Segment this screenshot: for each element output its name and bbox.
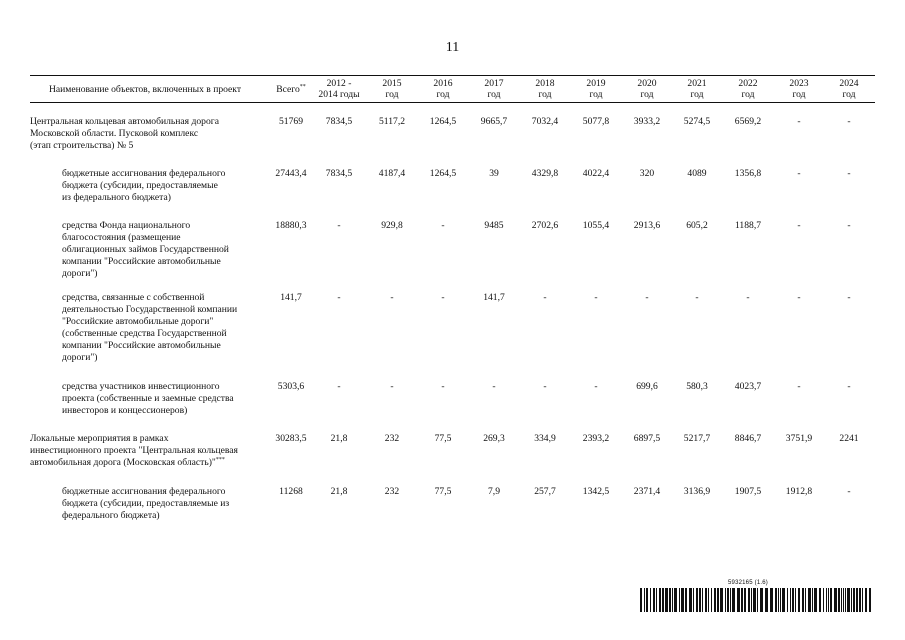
barcode-bar: [653, 588, 655, 612]
row-period-value: 5117,2: [378, 116, 406, 127]
row-label-line: бюджета (субсидии, предоставляемые: [62, 180, 218, 191]
column-header-period-line: 2016: [433, 78, 453, 89]
row-period-value: 7834,5: [325, 116, 353, 127]
row-period-value: 141,7: [483, 292, 505, 303]
row-label-line: инвестиционного проекта "Центральная кольцевая: [30, 445, 238, 456]
column-header-period-line: 2020: [637, 78, 657, 89]
column-header-period-line: год: [640, 89, 654, 100]
row-label: [30, 433, 238, 469]
row-label-line: (собственные средства Государственной: [62, 328, 227, 339]
row-period-value: -: [847, 168, 851, 179]
row-period-value: -: [492, 381, 496, 392]
barcode-bar: [847, 588, 850, 612]
barcode-bar: [790, 588, 791, 612]
row-label-line: компании "Российские автомобильные: [62, 340, 221, 351]
barcode: [640, 588, 875, 612]
barcode-bar: [812, 588, 813, 612]
row-label-line: автомобильная дорога (Московская область)"***: [30, 456, 225, 468]
barcode-bar: [782, 588, 785, 612]
barcode-bar: [665, 588, 668, 612]
row-label-line: средства, связанные с собственной: [62, 292, 205, 303]
barcode-bar: [787, 588, 788, 612]
barcode-bar: [650, 588, 651, 612]
barcode-bar: [640, 588, 642, 612]
row-period-value: 605,2: [686, 220, 708, 231]
barcode-bar: [792, 588, 794, 612]
barcode-bar: [865, 588, 867, 612]
column-header-period-line: 2017: [484, 78, 504, 89]
barcode-bar: [753, 588, 756, 612]
sub-row-label: [62, 381, 234, 417]
column-header-period-line: год: [741, 89, 755, 100]
barcode-bar: [778, 588, 779, 612]
barcode-bar: [838, 588, 840, 612]
row-label-line: дороги"): [62, 268, 98, 279]
row-period-value: 1342,5: [582, 486, 610, 497]
row-label-line: (этап строительства) № 5: [30, 140, 134, 151]
barcode-bar: [828, 588, 829, 612]
barcode-bar: [727, 588, 729, 612]
barcode-bar: [696, 588, 698, 612]
row-total-value: 18880,3: [275, 220, 307, 231]
barcode-bar: [711, 588, 712, 612]
row-period-value: 77,5: [434, 433, 452, 444]
barcode-bar: [770, 588, 773, 612]
row-label-line: Центральная кольцевая автомобильная дорога: [30, 116, 219, 127]
row-total-value: 141,7: [280, 292, 302, 303]
row-label-line: проекта (собственные и заемные средства: [62, 393, 234, 404]
sub-row-label: [62, 220, 229, 280]
row-period-value: -: [594, 292, 598, 303]
barcode-bar: [856, 588, 858, 612]
barcode-bar: [834, 588, 837, 612]
row-label-line: Московской области. Пусковой комплекс: [30, 128, 199, 139]
row-label-line: средства Фонда национального: [62, 220, 191, 231]
barcode-bar: [805, 588, 806, 612]
row-period-value: 4022,4: [582, 168, 610, 179]
row-period-value: 1188,7: [734, 220, 762, 231]
barcode-bar: [808, 588, 811, 612]
row-period-value: -: [797, 168, 801, 179]
column-header-period-line: год: [792, 89, 806, 100]
row-period-value: -: [695, 292, 699, 303]
row-period-value: 1264,5: [429, 116, 457, 127]
column-header-name: Наименование объектов, включенных в проект: [48, 84, 242, 95]
row-period-value: 1356,8: [734, 168, 762, 179]
row-period-value: 699,6: [636, 381, 658, 392]
column-header-period-line: 2022: [738, 78, 758, 89]
column-header-period: [824, 78, 874, 100]
barcode-bar: [672, 588, 673, 612]
sub-row-label: [62, 292, 237, 364]
row-period-value: 580,3: [686, 381, 708, 392]
row-period-value: -: [543, 292, 547, 303]
column-header-period-line: год: [589, 89, 603, 100]
row-label-line: средства участников инвестиционного: [62, 381, 220, 392]
row-period-value: 2371,4: [633, 486, 661, 497]
row-period-value: 6569,2: [734, 116, 762, 127]
column-header-period: [672, 78, 722, 100]
barcode-bar: [730, 588, 731, 612]
row-period-value: -: [797, 381, 801, 392]
barcode-bar: [757, 588, 758, 612]
row-period-value: -: [847, 116, 851, 127]
barcode-bar: [689, 588, 692, 612]
barcode-bar: [851, 588, 852, 612]
barcode-bar: [741, 588, 743, 612]
barcode-bar: [732, 588, 735, 612]
row-period-value: -: [390, 292, 394, 303]
column-header-period: [571, 78, 621, 100]
row-period-value: 334,9: [534, 433, 556, 444]
row-period-value: 4089: [687, 168, 707, 179]
barcode-bar: [708, 588, 709, 612]
row-total-value: 11268: [279, 486, 303, 497]
column-header-total-footnote-mark: **: [299, 83, 306, 90]
barcode-bar: [751, 588, 752, 612]
row-period-value: 2393,2: [582, 433, 610, 444]
barcode-bar: [830, 588, 832, 612]
barcode-bar: [748, 588, 750, 612]
barcode-bar: [843, 588, 844, 612]
row-period-value: -: [797, 116, 801, 127]
row-label-line: бюджета (субсидии, предоставляемые из: [62, 498, 230, 509]
row-period-value: -: [645, 292, 649, 303]
column-header-period-line: 2015: [382, 78, 402, 89]
column-header-period-line: год: [690, 89, 704, 100]
barcode-bar: [802, 588, 804, 612]
barcode-bar: [681, 588, 684, 612]
row-total-value: 30283,5: [275, 433, 307, 444]
row-period-value: 3751,9: [785, 433, 813, 444]
row-label-line: компании "Российские автомобильные: [62, 256, 221, 267]
barcode-bar: [669, 588, 671, 612]
barcode-bar: [679, 588, 680, 612]
barcode-bar: [693, 588, 694, 612]
row-period-value: 77,5: [434, 486, 452, 497]
row-period-value: 4023,7: [734, 381, 762, 392]
barcode-bar: [780, 588, 781, 612]
barcode-bar: [819, 588, 821, 612]
barcode-bar: [744, 588, 746, 612]
document-code: 5932165 (1.6): [728, 580, 768, 586]
row-period-value: 7032,4: [531, 116, 559, 127]
row-period-value: 2241: [839, 433, 859, 444]
row-label-line: благосостояния (размещение: [62, 232, 181, 243]
barcode-bar: [853, 588, 855, 612]
row-period-value: 6897,5: [633, 433, 661, 444]
row-period-value: 929,8: [381, 220, 403, 231]
barcode-bar: [760, 588, 763, 612]
row-period-value: 320: [639, 168, 655, 179]
row-period-value: 269,3: [483, 433, 505, 444]
row-period-value: 1912,8: [785, 486, 813, 497]
row-period-value: 8846,7: [734, 433, 762, 444]
row-period-value: 7834,5: [325, 168, 353, 179]
barcode-bar: [737, 588, 740, 612]
column-header-period: [774, 78, 824, 100]
column-header-period: [622, 78, 672, 100]
page-number: 11: [445, 40, 460, 55]
row-period-value: -: [337, 220, 341, 231]
barcode-bar: [798, 588, 800, 612]
barcode-bar: [795, 588, 796, 612]
row-period-value: -: [594, 381, 598, 392]
row-period-value: -: [847, 220, 851, 231]
column-header-period: [418, 78, 468, 100]
row-period-value: 5077,8: [582, 116, 610, 127]
column-header-period-line: год: [487, 89, 501, 100]
column-header-period-line: год: [436, 89, 450, 100]
row-period-value: -: [441, 381, 445, 392]
row-period-value: -: [746, 292, 750, 303]
row-period-value: 2913,6: [633, 220, 661, 231]
row-period-value: -: [441, 220, 445, 231]
row-period-value: 9485: [484, 220, 504, 231]
row-total-value: 27443,4: [275, 168, 307, 179]
column-header-period-line: 2018: [535, 78, 555, 89]
barcode-bar: [699, 588, 701, 612]
column-header-period-line: 2012 -: [326, 78, 352, 89]
row-period-value: 2702,6: [531, 220, 559, 231]
row-total-value: 51769: [279, 116, 303, 127]
row-label-line: деятельностью Государственной компании: [62, 304, 238, 315]
column-header-period-line: 2023: [789, 78, 809, 89]
barcode-bar: [869, 588, 871, 612]
row-period-value: 232: [384, 433, 400, 444]
row-period-value: -: [543, 381, 547, 392]
row-period-value: -: [390, 381, 394, 392]
barcode-bar: [685, 588, 687, 612]
row-label-line: из федерального бюджета): [62, 192, 171, 203]
row-period-value: 232: [384, 486, 400, 497]
barcode-bar: [823, 588, 824, 612]
row-period-value: 4187,4: [378, 168, 406, 179]
sub-row-label: [62, 486, 229, 522]
row-label: [30, 116, 219, 152]
row-period-value: 39: [489, 168, 499, 179]
column-header-period-line: год: [538, 89, 552, 100]
barcode-bar: [644, 588, 645, 612]
row-period-value: -: [337, 381, 341, 392]
row-period-value: 9665,7: [480, 116, 508, 127]
barcode-bar: [725, 588, 726, 612]
row-period-value: 1055,4: [582, 220, 610, 231]
column-header-period-line: 2019: [586, 78, 606, 89]
barcode-bar: [862, 588, 863, 612]
column-header-period-line: 2024: [839, 78, 859, 89]
row-period-value: -: [337, 292, 341, 303]
row-period-value: 4329,8: [531, 168, 559, 179]
column-header-total: [266, 84, 316, 95]
row-period-value: -: [797, 292, 801, 303]
row-period-value: -: [847, 292, 851, 303]
barcode-bar: [702, 588, 703, 612]
barcode-bar: [814, 588, 817, 612]
row-period-value: 1264,5: [429, 168, 457, 179]
row-label-line: бюджетные ассигнования федерального: [62, 168, 226, 179]
barcode-bar: [859, 588, 861, 612]
column-header-period-line: 2021: [687, 78, 707, 89]
row-label-line: "Российские автомобильные дороги": [62, 316, 214, 327]
row-label-line: облигационных займов Государственной: [62, 244, 229, 255]
barcode-bar: [720, 588, 723, 612]
row-period-value: 21,8: [330, 486, 348, 497]
row-label-line: федерального бюджета): [62, 510, 160, 521]
row-period-value: 257,7: [534, 486, 556, 497]
column-header-period-line: 2014 годы: [318, 89, 360, 100]
table-top-rule: [30, 75, 875, 76]
barcode-bar: [674, 588, 677, 612]
barcode-bar: [775, 588, 777, 612]
column-header-total-label: Всего: [276, 84, 300, 95]
column-header-period-line: год: [385, 89, 399, 100]
sub-row-label: [62, 168, 225, 204]
row-period-value: -: [797, 220, 801, 231]
row-period-value: 3933,2: [633, 116, 661, 127]
barcode-bar: [841, 588, 842, 612]
row-period-value: 21,8: [330, 433, 348, 444]
row-period-value: 7,9: [488, 486, 500, 497]
barcode-bar: [646, 588, 648, 612]
row-label-footnote-mark: ***: [215, 456, 225, 463]
barcode-bar: [705, 588, 707, 612]
barcode-bar: [662, 588, 664, 612]
column-header-period-line: год: [842, 89, 856, 100]
column-header-period: [367, 78, 417, 100]
row-period-value: 5217,7: [683, 433, 711, 444]
column-header-period: [469, 78, 519, 100]
barcode-bar: [826, 588, 827, 612]
row-label-line: Локальные мероприятия в рамках: [30, 433, 169, 444]
column-header-period: [520, 78, 570, 100]
column-header-period: [314, 78, 364, 100]
barcode-bar: [845, 588, 846, 612]
column-header-period: [723, 78, 773, 100]
barcode-bar: [659, 588, 661, 612]
row-period-value: -: [847, 486, 851, 497]
row-period-value: 5274,5: [683, 116, 711, 127]
barcode-bar: [765, 588, 768, 612]
barcode-bar: [717, 588, 719, 612]
row-period-value: 1907,5: [734, 486, 762, 497]
row-period-value: 3136,9: [683, 486, 711, 497]
row-total-value: 5303,6: [277, 381, 305, 392]
row-period-value: -: [441, 292, 445, 303]
row-label-line: бюджетные ассигнования федерального: [62, 486, 226, 497]
barcode-bar: [656, 588, 657, 612]
row-period-value: -: [847, 381, 851, 392]
row-label-line: дороги"): [62, 352, 98, 363]
table-header-rule: [30, 102, 875, 103]
barcode-bar: [714, 588, 716, 612]
row-label-line: инвесторов и концессионеров): [62, 405, 188, 416]
